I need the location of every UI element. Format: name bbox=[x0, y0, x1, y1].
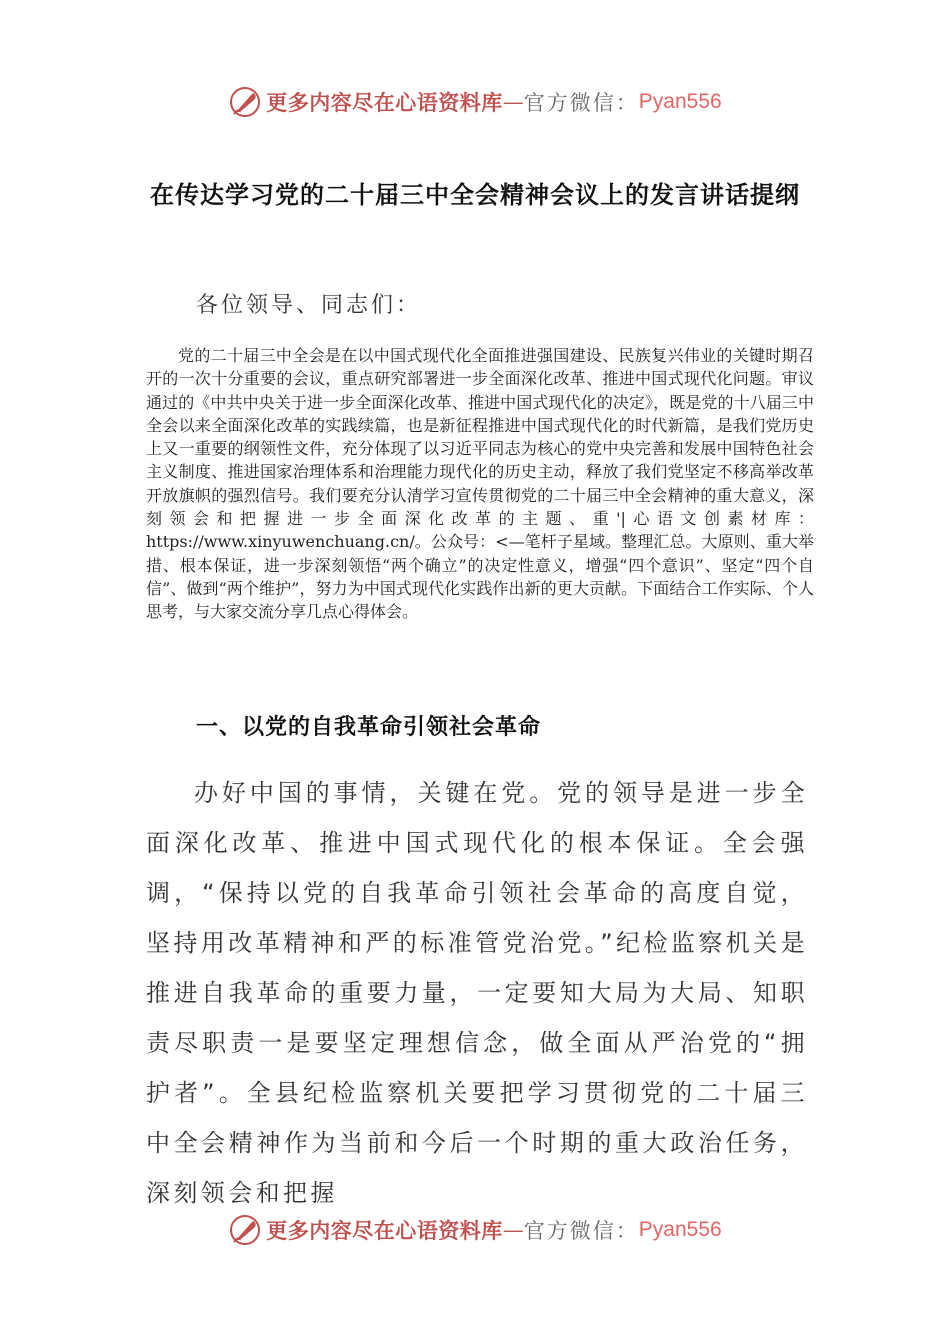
banner-text: 更多内容尽在心语资料库 bbox=[266, 90, 503, 115]
banner-wechat-label: 官方微信： bbox=[523, 91, 639, 115]
banner-wechat-id: Pyan556 bbox=[638, 90, 722, 113]
quill-pen-logo-icon bbox=[228, 85, 262, 119]
header-banner bbox=[0, 82, 950, 122]
banner-text: 更多内容尽在心语资料库 bbox=[266, 1218, 503, 1243]
document-title: 在传达学习党的二十届三中全会精神会议上的发言讲话提纲 bbox=[150, 181, 800, 209]
greeting: 各位领导、同志们： bbox=[196, 293, 422, 318]
intro-paragraph: 党的二十届三中全会是在以中国式现代化全面推进强国建设、民族复兴伟业的关键时期召开的一次十分重要的会议，重点研究部署进一步全面深化改革、推进中国式现代化问题。审议通过的《中共中央关于进一步全面深化改革、推进中国式现代化的决定》，既是党的十八届三中全会以来全面深化改革的实践续篇，也是新征程推进中国式现代化的时代新篇，是我们党历史上又一重要的纲领性文件，充分体现了以习近平同志为核心的党中央完善和发展中国特色社会主义制度、推进国家治理体系和治理能力现代化的历史主动，释放了我们党坚定不移高举改革开放旗帜的强烈信号。我们要充分认清学习宣传贯彻党的二十届三中全会精神的重大意义，深刻领会和把握进一步全面深化改革的主题、重'|心语文创素材库：https://www.xinyuwenchuang.cn/。公众号：<—笔杆子星域。整理汇总。大原则、重大举措、根本保证，进一步深刻领悟“两个确立”的决定性意义，增强“四个意识”、坚定“四个自信”、做到“两个维护”，努力为中国式现代化实践作出新的更大贡献。下面结合工作实际、个人思考，与大家交流分享几点心得体会。 bbox=[146, 346, 814, 622]
section-1-paragraph: 办好中国的事情，关键在党。党的领导是进一步全面深化改革、推进中国式现代化的根本保证。全会强调，“保持以党的自我革命引领社会革命的高度自觉，坚持用改革精神和严的标准管党治党。”纪检监察机关是推进自我革命的重要力量，一定要知大局为大局、知职责尽职责一是要坚定理想信念，做全面从严治党的“拥护者”。全县纪检监察机关要把学习贯彻党的二十届三中全会精神作为当前和今后一个时期的重大政治任务，深刻领会和把握 bbox=[146, 779, 808, 1207]
quill-pen-logo-icon bbox=[228, 1213, 262, 1247]
banner-wechat-id: Pyan556 bbox=[638, 1218, 722, 1241]
section-heading-1: 一、以党的自我革命引领社会革命 bbox=[196, 715, 542, 740]
banner-dash: — bbox=[502, 1218, 524, 1242]
footer-banner bbox=[0, 1210, 950, 1250]
banner-wechat-label: 官方微信： bbox=[523, 1219, 639, 1243]
banner-dash: — bbox=[502, 90, 524, 114]
